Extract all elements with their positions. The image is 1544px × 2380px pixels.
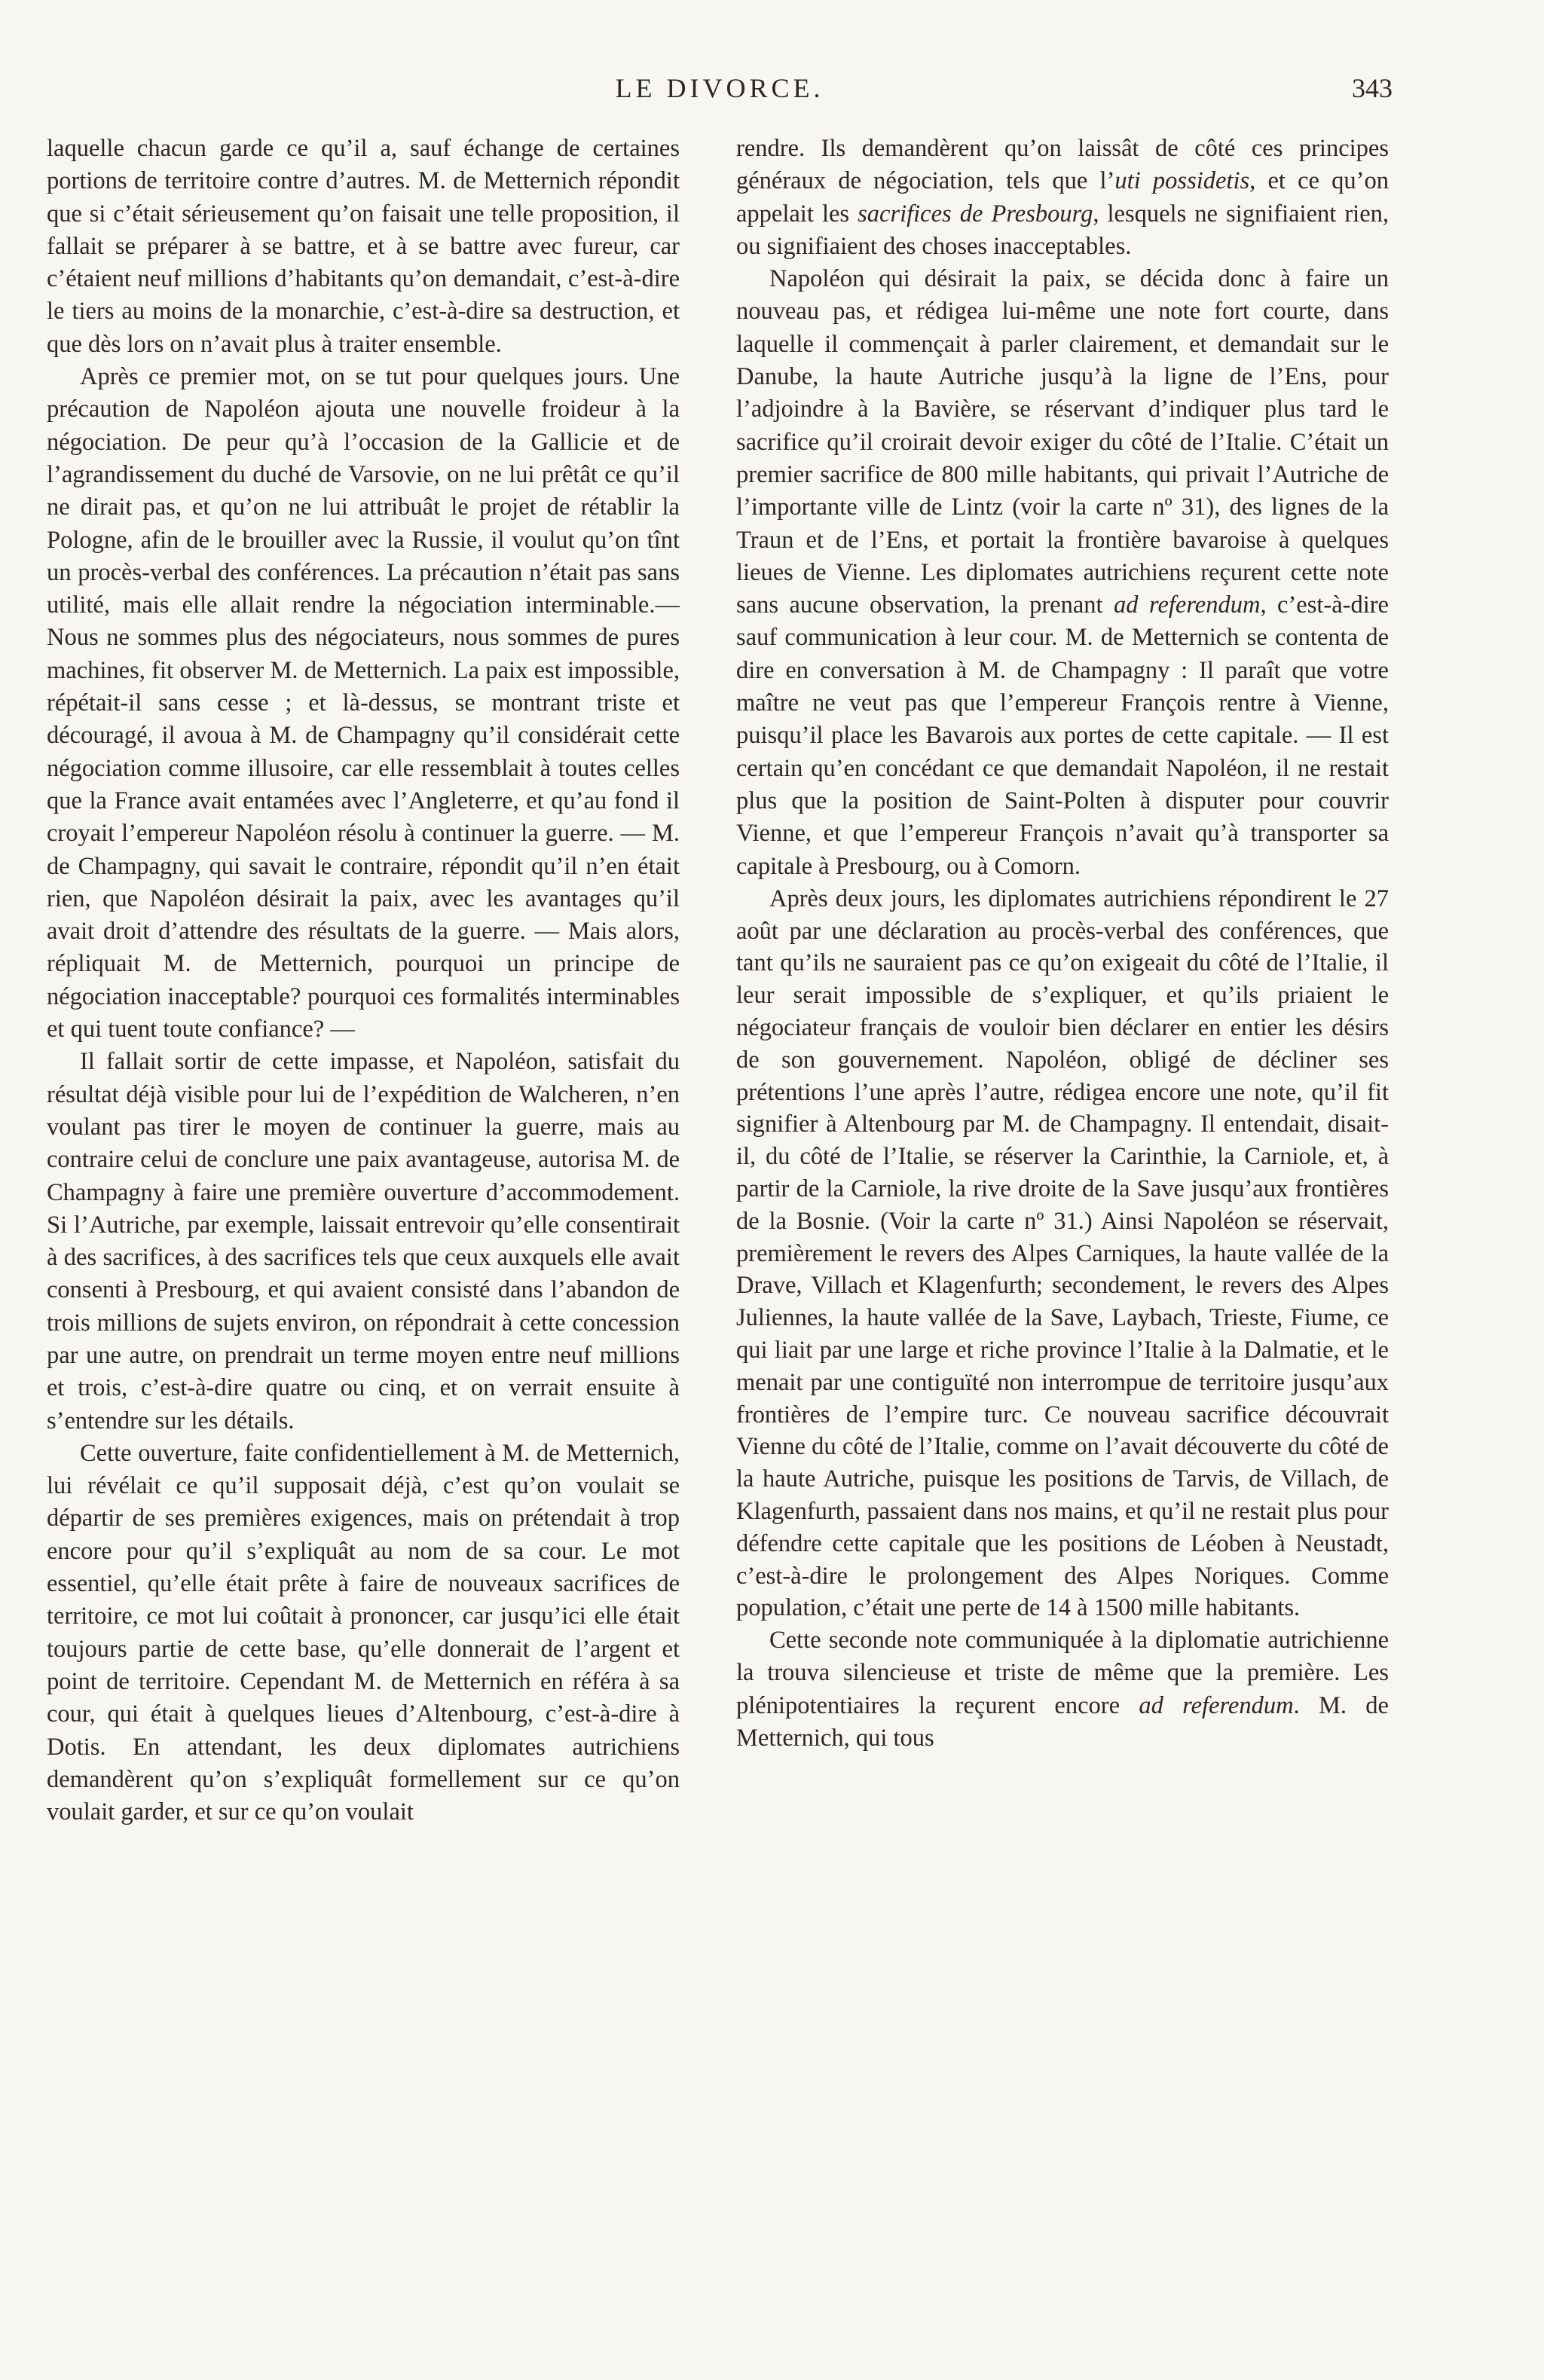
paragraph: Il fallait sortir de cette impasse, et Napoléon, satisfait du résultat déjà visible pour lui de l’expédition de Walcheren, n’en voulant pas tirer le moyen de continuer la guerre, mais au contraire celui de conclure une paix avantageuse, autorisa M. de Champagny à faire une première ouverture d’accommodement. Si l’Autriche, par exemple, laissait entrevoir qu’elle consentirait à des sacrifices, à des sacrifices tels que ceux auxquels elle avait consenti à Presbourg, et qui avaient consisté dans l’abandon de trois millions de sujets environ, on répondrait à cette concession par une autre, on prendrait un terme moyen entre neuf millions et trois, c’est-à-dire quatre ou cinq, et on verrait ensuite à s’entendre sur les détails.: [47, 1048, 680, 1434]
page-header: [47, 72, 1393, 118]
quoted-term: sacrifices de Presbourg: [858, 200, 1093, 228]
running-title: LE DIVORCE.: [615, 73, 824, 103]
paragraph: Après deux jours, les diplomates autrichiens répondirent le 27 août par une déclaration au procès-verbal des conférences, que tant qu’ils ne sauraient pas ce qu’on exigeait du côté de l’Italie, il leur serait impossible de s’expliquer, et qu’ils priaient le négociateur français de vouloir bien déclarer en entier les désirs de son gouvernement. Napoléon, obligé de décliner ses prétentions l’une après l’autre, rédigea encore une note, qu’il fit signifier à Altenbourg par M. de Champagny. Il entendait, disait-il, du côté de l’Italie, se réserver la Carinthie, la Carniole, et, à partir de la Carniole, la rive droite de la Save jusqu’aux frontières de la Bosnie. (Voir la carte nº 31.) Ainsi Napoléon se réservait, premièrement le revers des Alpes Carniques, la haute vallée de la Drave, Villach et Klagenfurth; secondement, le revers des Alpes Juliennes, la haute vallée de la Save, Laybach, Trieste, Fiume, ce qui liait par une large et riche province l’Italie à la Dalmatie, et le menait par une contiguïté non interrompue de territoire jusqu’aux frontières de l’empire turc. Ce nouveau sacrifice découvrait Vienne du côté de l’Italie, comme on l’avait découverte du côté de la haute Autriche, puisque les positions de Tarvis, de Villach, de Klagenfurth, passaient dans nos mains, et qu’il ne restait plus pour défendre cette capitale que les positions de Léoben à Neustadt, c’est-à-dire le prolongement des Alpes Noriques. Comme population, c’était une perte de 14 à 1500 mille habitants.: [736, 884, 1389, 1622]
latin-term: uti possidetis: [1114, 167, 1250, 195]
latin-term: ad referendum: [1139, 1691, 1294, 1719]
paragraph: Cette ouverture, faite confidentiellement à M. de Metternich, lui révélait ce qu’il supposait déjà, c’est qu’on voulait se départir de ses premières exigences, mais on prétendait à trop encore pour qu’il s’expliquât au nom de sa cour. Le mot essentiel, qu’elle était prête à faire de nouveaux sacrifices de territoire, ce mot lui coûtait à prononcer, car jusqu’ici elle était toujours partie de cette base, qu’elle donnerait de l’argent et point de territoire. Cependant M. de Metternich en référa à sa cour, qui était à quelques lieues d’Altenbourg, c’est-à-dire à Dotis. En attendant, les deux diplomates autrichiens demandèrent qu’on s’expliquât formellement sur ce qu’on voulait garder, et sur ce qu’on voulait: [47, 1439, 680, 1826]
paragraph: Après ce premier mot, on se tut pour quelques jours. Une précaution de Napoléon ajouta une nouvelle froideur à la négociation. De peur qu’à l’occasion de la Gallicie et de l’agrandissement du duché de Varsovie, on ne lui prêtât ce qu’il ne dirait pas, et qu’on ne lui attribuât le projet de rétablir la Pologne, afin de le brouiller avec la Russie, il voulut qu’on tînt un procès-verbal des conférences. La précaution n’était pas sans utilité, mais elle allait rendre la négociation interminable.— Nous ne sommes plus des négociateurs, nous sommes de pures machines, fit observer M. de Metternich. La paix est impossible, répétait-il sans cesse ; et là-dessus, se montrant triste et découragé, il avoua à M. de Champagny qu’il considérait cette négociation comme illusoire, car elle ressemblait à toutes celles que la France avait entamées avec l’Angleterre, et qu’au fond il croyait l’empereur Napoléon résolu à continuer la guerre. — M. de Champagny, qui savait le contraire, répondit qu’il n’en était rien, que Napoléon désirait la paix, avec les avantages qu’il avait droit d’attendre des résultats de la guerre. — Mais alors, répliquait M. de Metternich, pourquoi un principe de négociation inacceptable? pourquoi ces formalités interminables et qui tuent toute confiance? —: [47, 363, 680, 1043]
latin-term: ad referendum: [1114, 591, 1261, 619]
page-number: 343: [1352, 73, 1393, 103]
paragraph: laquelle chacun garde ce qu’il a, sauf échange de certaines portions de territoire contre d’autres. M. de Metternich répondit que si c’était sérieusement qu’on faisait une telle proposition, il fallait se préparer à se battre, et à se battre avec fureur, car c’étaient neuf millions d’habitants qu’on demandait, c’est-à-dire le tiers au moins de la monarchie, c’est-à-dire sa destruction, et que dès lors on n’avait plus à traiter ensemble.: [47, 135, 680, 358]
paragraph: Napoléon qui désirait la paix, se décida donc à faire un nouveau pas, et rédigea lui-même une note fort courte, dans laquelle il commençait à parler clairement, et demandait sur le Danube, la haute Autriche jusqu’à la ligne de l’Ens, pour l’adjoindre à la Bavière, se réservant d’indiquer plus tard le sacrifice qu’il croirait devoir exiger du côté de l’Italie. C’était un premier sacrifice de 800 mille habitants, qui privait l’Autriche de l’importante ville de Lintz (voir la carte nº 31), des lignes de la Traun et de l’Ens, et portait la frontière bavaroise à quelques lieues de Vienne. Les diplomates autrichiens reçurent cette note sans aucune observation, la prenant ad referendum, c’est-à-dire sauf communication à leur cour. M. de Metternich se contenta de dire en conversation à M. de Champagny : Il paraît que votre maître ne veut pas que l’empereur François rentre à Vienne, puisqu’il place les Bavarois aux portes de cette capitale. — Il est certain qu’en concédant ce que demandait Napoléon, il ne restait plus que la position de Saint-Polten à disputer pour couvrir Vienne, et que l’empereur François n’avait qu’à transporter sa capitale à Presbourg, ou à Comorn.: [736, 265, 1389, 880]
paragraph: rendre. Ils demandèrent qu’on laissât de côté ces principes généraux de négociation, tels que l’uti possidetis, et ce qu’on appelait les sacrifices de Presbourg, lesquels ne signifiaient rien, ou signifiaient des choses inacceptables.: [736, 135, 1390, 260]
left-column: [47, 133, 680, 1829]
right-column: [736, 133, 1389, 1755]
paragraph: Cette seconde note communiquée à la diplomatie autrichienne la trouva silencieuse et triste de même que la première. Les plénipotentiaires la reçurent encore ad referendum. M. de Metternich, qui tous: [736, 1627, 1389, 1752]
